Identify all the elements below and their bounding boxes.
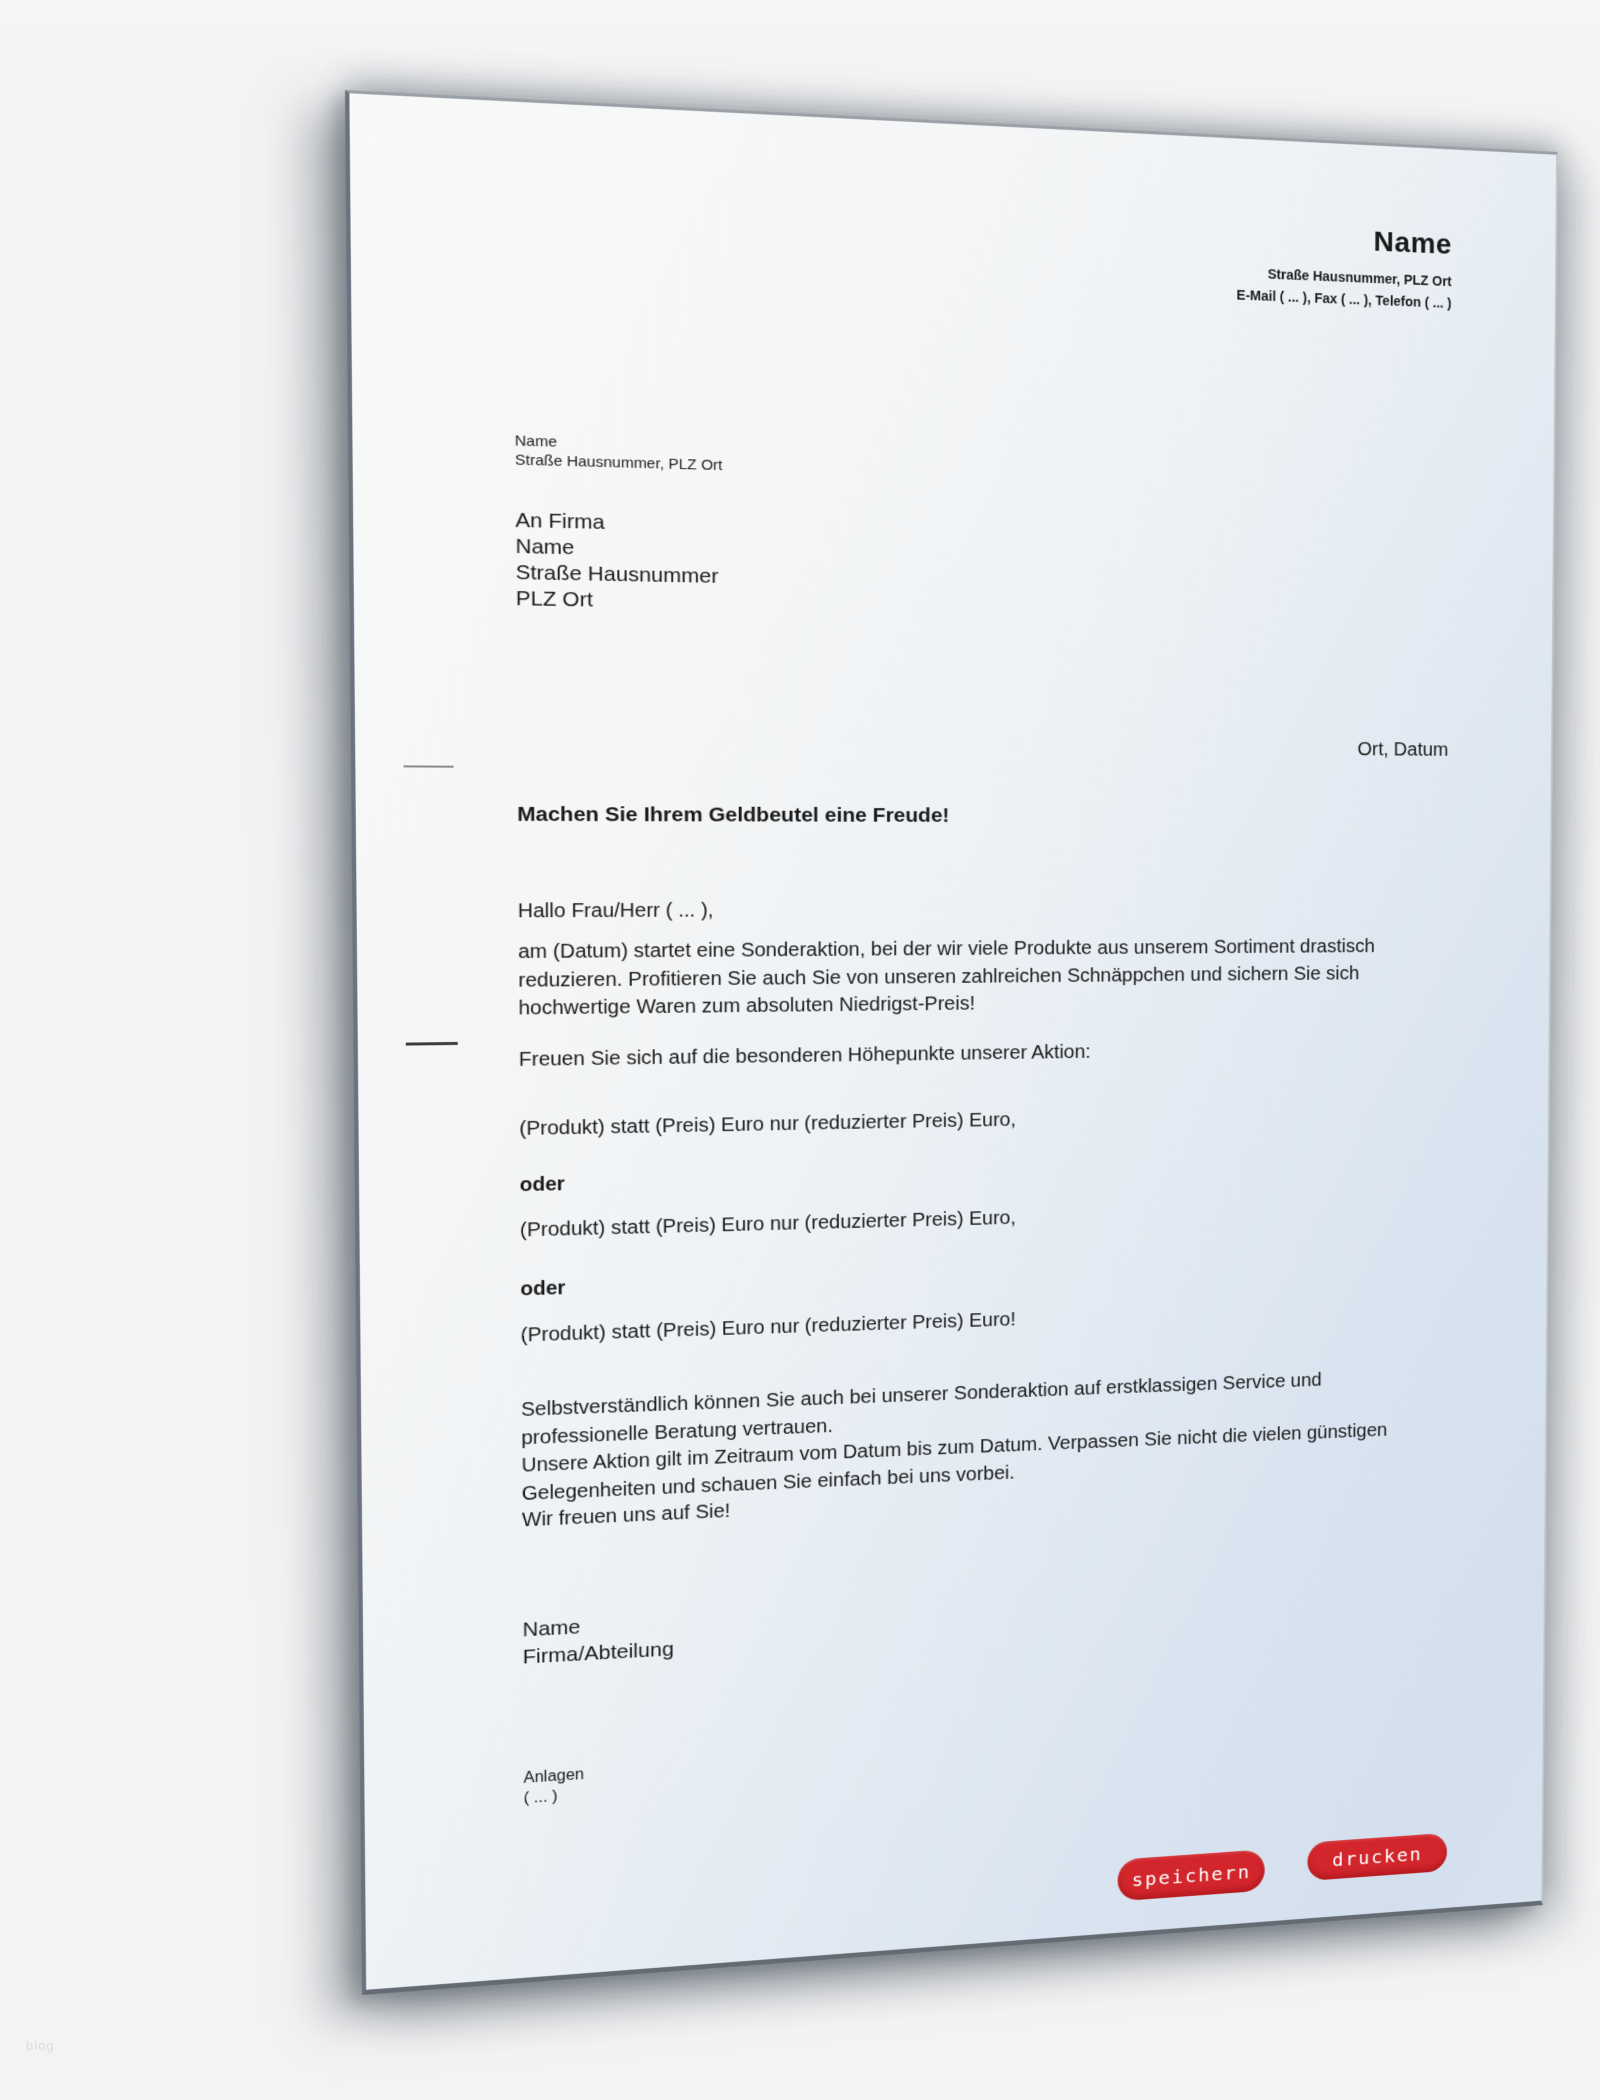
intro-paragraph: am (Datum) startet eine Sonderaktion, bei der wir viele Produkte aus unserem Sortiment drastisch reduzieren. Profitieren Sie auch Sie von unseren zahlreichen Schnäppchen und sichern Sie sich hochwertige Waren zum absoluten Niedrigst-Preis! (518, 936, 1375, 1020)
sender-return-line: Name Straße Hausnummer, PLZ Ort (514, 432, 723, 475)
fold-mark-bottom (406, 1042, 458, 1046)
closing-line: Wir freuen uns auf Sie! (521, 1500, 731, 1532)
offer-line-3: (Produkt) statt (Preis) Euro nur (reduzierter Preis) Euro! (520, 1309, 1016, 1347)
letterhead-address: Straße Hausnummer, PLZ Ort (1267, 266, 1452, 290)
letterhead (1237, 220, 1452, 315)
save-button[interactable]: speichern (1118, 1849, 1265, 1901)
fold-mark-top (404, 765, 454, 767)
offer-line-2: (Produkt) statt (Preis) Euro nur (reduzierter Preis) Euro, (519, 1207, 1016, 1242)
salutation: Hallo Frau/Herr ( ... ), (517, 899, 714, 923)
highlights-lead: Freuen Sie sich auf die besonderen Höhepunkte unserer Aktion: (518, 1041, 1091, 1071)
service-paragraph: Selbstverständlich können Sie auch bei unserer Sonderaktion auf erstklassigen Service und professionelle Beratung vertrauen. Unsere Aktion gilt im Zeitraum vom Datum bis zum Datum. Verpassen Sie nicht die vielen günstigen Gelegenheiten und schauen Sie einfach bei uns vorbei. (521, 1369, 1388, 1505)
subject-line: Machen Sie Ihrem Geldbeutel eine Freude! (517, 802, 950, 827)
watermark: blog (26, 2038, 55, 2053)
letterhead-name: Name (1373, 225, 1453, 261)
or-separator-2: oder (520, 1277, 566, 1301)
print-button[interactable]: drucken (1307, 1833, 1447, 1881)
date-line: Ort, Datum (1357, 739, 1449, 761)
signature-block: Name Firma/Abteilung (522, 1615, 674, 1669)
enclosures-block: Anlagen ( ... ) (523, 1766, 585, 1808)
letter-page (345, 90, 1558, 1995)
recipient-address: An Firma Name Straße Hausnummer PLZ Ort (515, 508, 719, 612)
offer-line-1: (Produkt) statt (Preis) Euro nur (reduzierter Preis) Euro, (519, 1109, 1016, 1140)
or-separator-1: oder (519, 1173, 565, 1197)
letterhead-contact: E-Mail ( ... ), Fax ( ... ), Telefon ( ... ) (1236, 286, 1452, 311)
